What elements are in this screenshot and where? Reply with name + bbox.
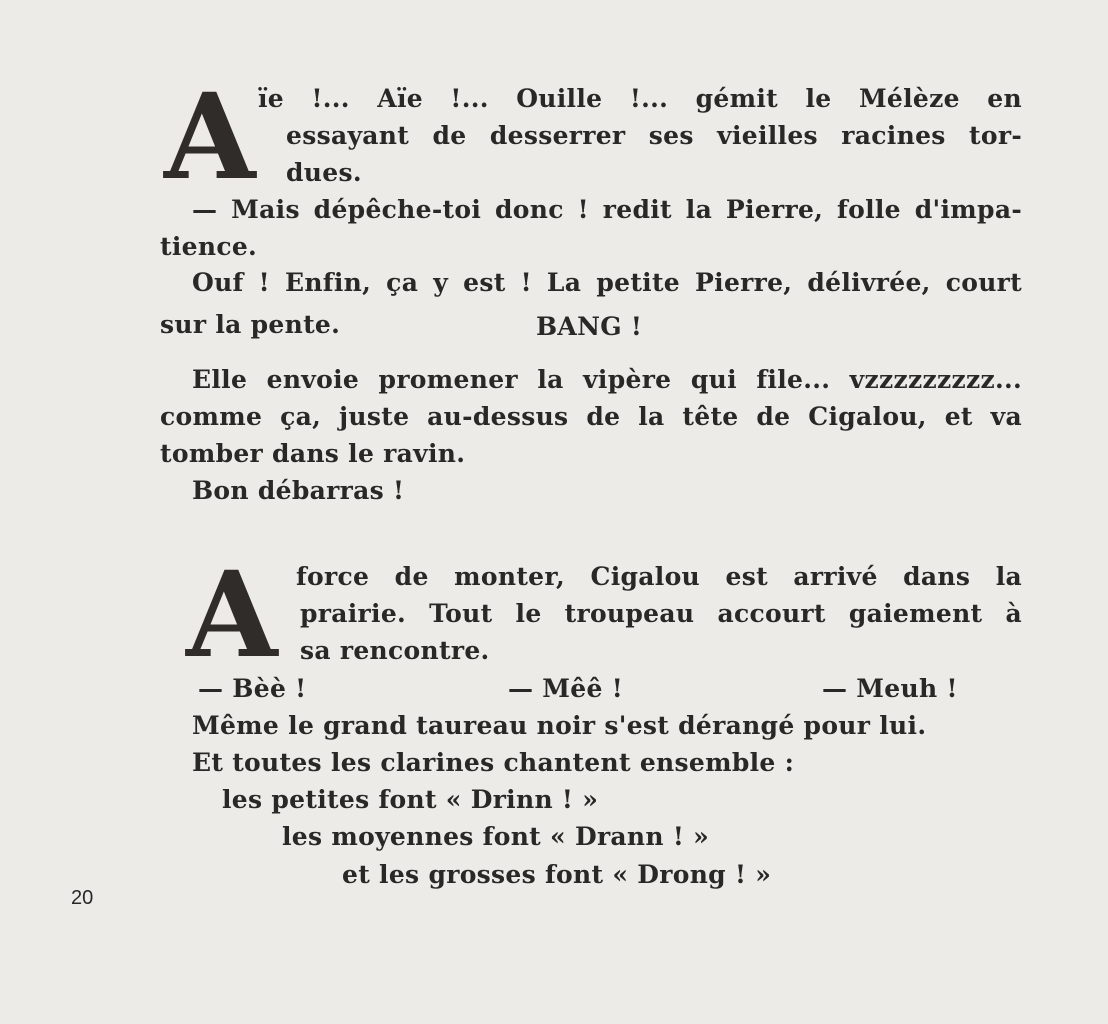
text-line: dues. (286, 158, 362, 187)
text-line: tience. (160, 232, 258, 261)
text-line: sur la pente. (160, 310, 341, 339)
cow-sound: — Meuh ! (822, 674, 958, 703)
text-line: tomber dans le ravin. (160, 439, 466, 468)
page-number: 20 (71, 887, 94, 909)
sound-effect-bang: BANG ! (536, 312, 643, 341)
drop-cap-letter-1: A (164, 67, 256, 206)
text-line: essayant de desserrer ses vieilles racines tor- (286, 121, 1022, 150)
text-line: Ouf ! Enfin, ça y est ! La petite Pierre, délivrée, court (192, 268, 1022, 297)
text-line: ïe !... Aïe !... Ouille !... gémit le Mélèze en (258, 84, 1022, 113)
text-line: Bon débarras ! (192, 476, 405, 505)
text-line: comme ça, juste au-dessus de la tête de Cigalou, et va (160, 402, 1022, 431)
bells-intro: Et toutes les clarines chantent ensemble : (192, 748, 795, 777)
text-line: — Mais dépêche-toi donc ! redit la Pierre, folle d'impa- (192, 195, 1022, 224)
bells-medium: les moyennes font « Drann ! » (282, 822, 710, 851)
text-line: Même le grand taureau noir s'est dérangé pour lui. (192, 711, 927, 740)
text-line: sa rencontre. (300, 636, 490, 665)
bells-large: et les grosses font « Drong ! » (342, 860, 772, 889)
bells-small: les petites font « Drinn ! » (222, 785, 599, 814)
sheep-sound: — Bèè ! (198, 674, 307, 703)
goat-sound: — Mêê ! (508, 674, 623, 703)
text-line: Elle envoie promener la vipère qui file... vzzzzzzzzz... (192, 365, 1022, 394)
drop-cap-letter-2: A (186, 545, 278, 684)
text-line: prairie. Tout le troupeau accourt gaiement à (300, 599, 1022, 628)
text-line: force de monter, Cigalou est arrivé dans la (296, 562, 1022, 591)
